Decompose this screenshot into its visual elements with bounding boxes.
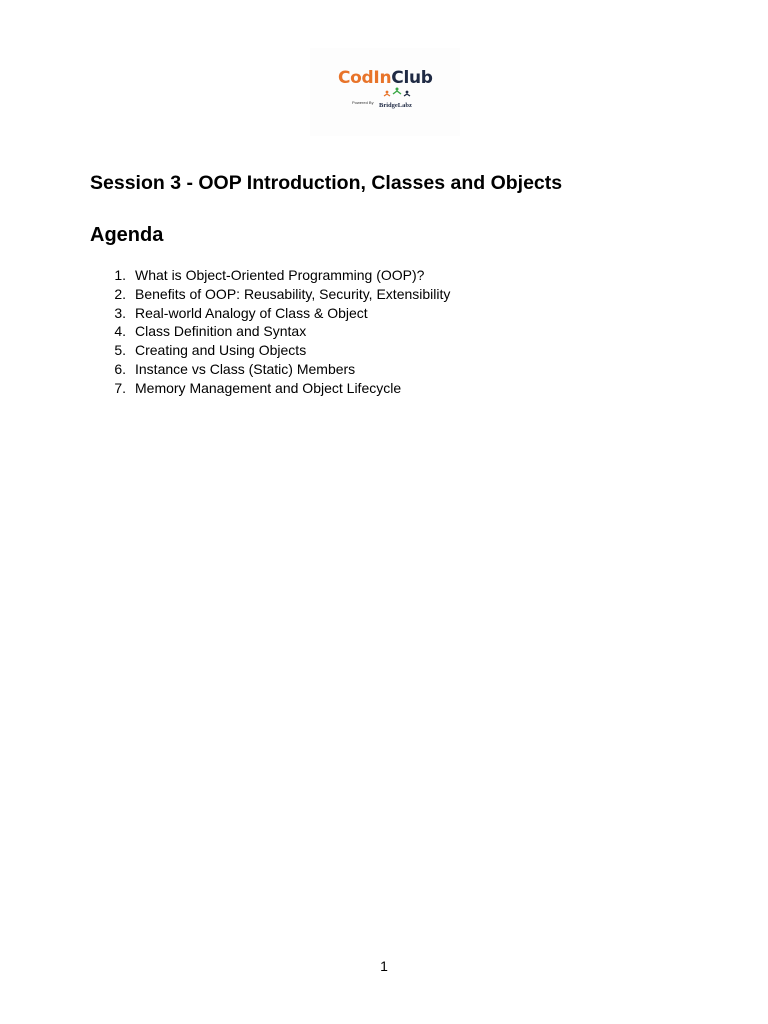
agenda-list [90, 266, 450, 398]
agenda-item-number: 2. [114, 285, 126, 302]
agenda-heading: Agenda [90, 224, 164, 246]
agenda-item-text: Real-world Analogy of Class & Object [135, 304, 368, 321]
page-number: 1 [380, 958, 388, 974]
logo-word-codin: CodIn [338, 68, 392, 88]
logo-bridgelabz: BridgeLabz [379, 102, 412, 109]
agenda-item-number: 7. [114, 379, 126, 396]
agenda-item-text: Instance vs Class (Static) Members [135, 360, 356, 377]
agenda-item-text: Benefits of OOP: Reusability, Security, Extensibility [135, 285, 451, 302]
agenda-item-number: 1. [114, 267, 126, 283]
agenda-item-text: Creating and Using Objects [135, 342, 307, 359]
logo-wordmark [338, 68, 433, 88]
agenda-item-number: 6. [114, 360, 126, 377]
agenda-item-text: Memory Management and Object Lifecycle [135, 379, 402, 396]
agenda-item [90, 304, 450, 323]
agenda-item [90, 285, 450, 304]
agenda-item-text: What is Object-Oriented Programming (OOP)? [135, 267, 425, 283]
agenda-item [90, 341, 450, 360]
codinclub-logo [310, 48, 460, 136]
agenda-item-text: Class Definition and Syntax [135, 323, 307, 340]
agenda-item [90, 379, 450, 398]
bridgelabz-figures-icon [382, 86, 412, 100]
agenda-item [90, 322, 450, 341]
agenda-item [90, 360, 450, 379]
agenda-item-number: 4. [114, 323, 126, 340]
agenda-item-number: 5. [114, 342, 126, 359]
agenda-item [90, 266, 450, 285]
logo-powered-by: Powered By [352, 100, 374, 105]
session-title: Session 3 - OOP Introduction, Classes and Objects [90, 172, 563, 194]
logo-word-club: Club [391, 68, 433, 88]
agenda-item-number: 3. [114, 304, 126, 321]
